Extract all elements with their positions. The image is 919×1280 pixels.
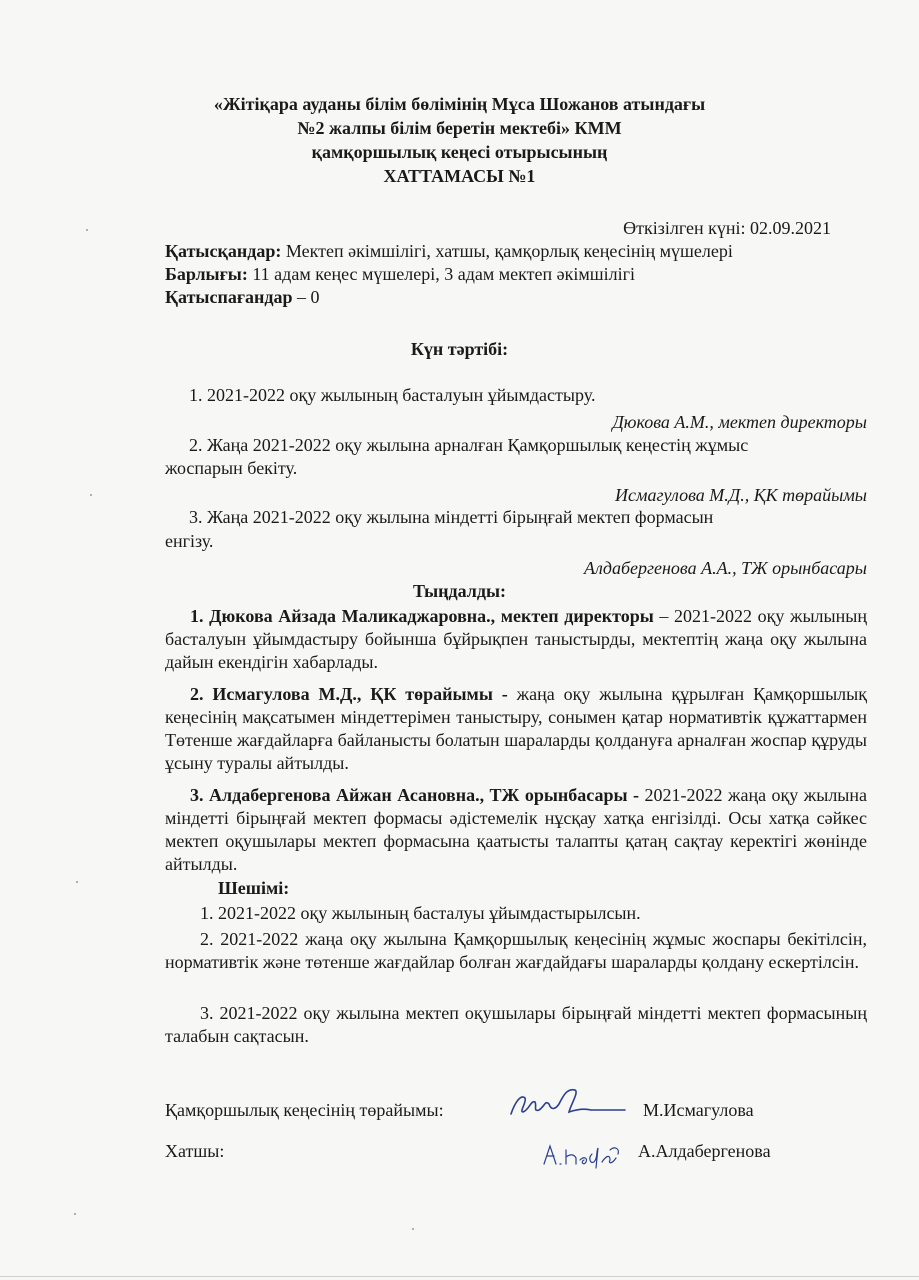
decision-item-1: 1. 2021-2022 оқу жылының басталуы ұйымдастырылсын.	[200, 903, 641, 923]
secretary-label: Хатшы:	[165, 1141, 225, 1161]
scan-speck	[76, 881, 78, 883]
decision-title: Шешімі:	[218, 878, 290, 898]
total-value: 11 адам кеңес мүшелері, 3 адам мектеп әкімшілігі	[247, 264, 636, 284]
header-line-1: «Жітіқара ауданы білім бөлімінің Мұса Шожанов атындағы	[213, 94, 706, 114]
agenda-item-3-cont: енгізу.	[165, 531, 214, 551]
present-line	[165, 240, 733, 262]
absent-value: – 0	[292, 287, 320, 307]
heard-text-3: 2021-2022 жаңа оқу жылына міндетті бірыңғай мектеп формасы әдістемелік нұсқау хатқа енгізілді. Осы хатқа сәйкес мектеп оқушылары мектеп формасына қаатысты талапты қатаң сақтау керектігі жөнінде айтылды.	[165, 785, 868, 874]
scan-edge-line	[0, 1276, 919, 1277]
agenda-item-1: 1. 2021-2022 оқу жылының басталуын ұйымдастыру.	[189, 385, 596, 405]
agenda-responsible-2: Исмагулова М.Д., ҚК төрайымы	[615, 485, 867, 505]
heard-speaker-1: 1. Дюкова Айзада Маликаджаровна., мектеп директоры	[190, 606, 654, 626]
header-line-3: қамқоршылық кеңесі отырысының	[311, 142, 608, 162]
secretary-signature-icon	[540, 1140, 625, 1170]
heard-item-2	[165, 683, 867, 775]
agenda-responsible-3: Алдабергенова А.А., ТЖ орынбасары	[584, 558, 867, 578]
scan-speck	[412, 1228, 414, 1230]
absent-line	[165, 286, 320, 308]
heard-title: Тыңдалды:	[412, 581, 507, 601]
agenda-item-2-cont: жоспарын бекіту.	[165, 458, 298, 478]
scan-speck	[74, 1213, 76, 1215]
agenda-item-2: 2. Жаңа 2021-2022 оқу жылына арналған Қамқоршылық кеңестің жұмыс	[189, 435, 749, 455]
heard-text-2: жаңа оқу жылына құрылған Қамқоршылық кеңесінің мақсатымен міндеттерімен таныстыру, сонымен қатар нормативтік құжаттармен Төтенше жағдайларға байланысты болатын шараларды қолдануға арналған жоспар құруды ұсыну туралы айтылды.	[165, 684, 867, 773]
decision-item-2: 2. 2021-2022 жаңа оқу жылына Қамқоршылық кеңесінің жұмыс жоспары бекітілсін, нормативтік және төтенше жағдайлар болған жағдайдағы шараларды қолдану ескертілсін.	[165, 929, 867, 972]
present-label: Қатысқандар:	[165, 241, 282, 261]
scan-speck	[90, 494, 92, 496]
chair-signature-icon	[505, 1082, 630, 1124]
present-value: Мектеп әкімшілігі, хатшы, қамқорлық кеңесінің мүшелері	[281, 241, 733, 261]
absent-label: Қатыспағандар	[165, 287, 293, 307]
total-line	[165, 263, 635, 285]
decision-item-3: 3. 2021-2022 оқу жылына мектеп оқушылары бірыңғай міндетті мектеп формасының талабын сақтасын.	[165, 1003, 867, 1046]
heard-speaker-3: 3. Алдабергенова Айжан Асановна., ТЖ орынбасары -	[190, 785, 640, 805]
agenda-item-3: 3. Жаңа 2021-2022 оқу жылына міндетті бірыңғай мектеп формасын	[189, 507, 714, 527]
heard-text-1: – 2021-2022 оқу жылының басталуын ұйымдастыру бойынша бұйрықпен таныстырды, мектептің жаңа оқу жылына дайын екендігін хабарлады.	[165, 606, 867, 672]
secretary-name: А.Алдабергенова	[638, 1141, 771, 1161]
chair-label: Қамқоршылық кеңесінің төрайымы:	[165, 1100, 444, 1120]
agenda-responsible-1: Дюкова А.М., мектеп директоры	[612, 412, 867, 432]
heard-item-3	[165, 784, 867, 876]
scan-speck	[86, 229, 88, 231]
heard-speaker-2: 2. Исмагулова М.Д., ҚК төрайымы -	[190, 684, 508, 704]
header-line-2: №2 жалпы білім беретін мектебі» КММ	[297, 118, 622, 138]
heard-item-1	[165, 605, 867, 674]
chair-name: М.Исмагулова	[643, 1100, 754, 1120]
agenda-title: Күн тәртібі:	[410, 339, 509, 359]
meeting-date: Өткізілген күні: 02.09.2021	[623, 218, 831, 238]
document-title: ХАТТАМАСЫ №1	[383, 166, 536, 186]
total-label: Барлығы:	[165, 264, 248, 284]
